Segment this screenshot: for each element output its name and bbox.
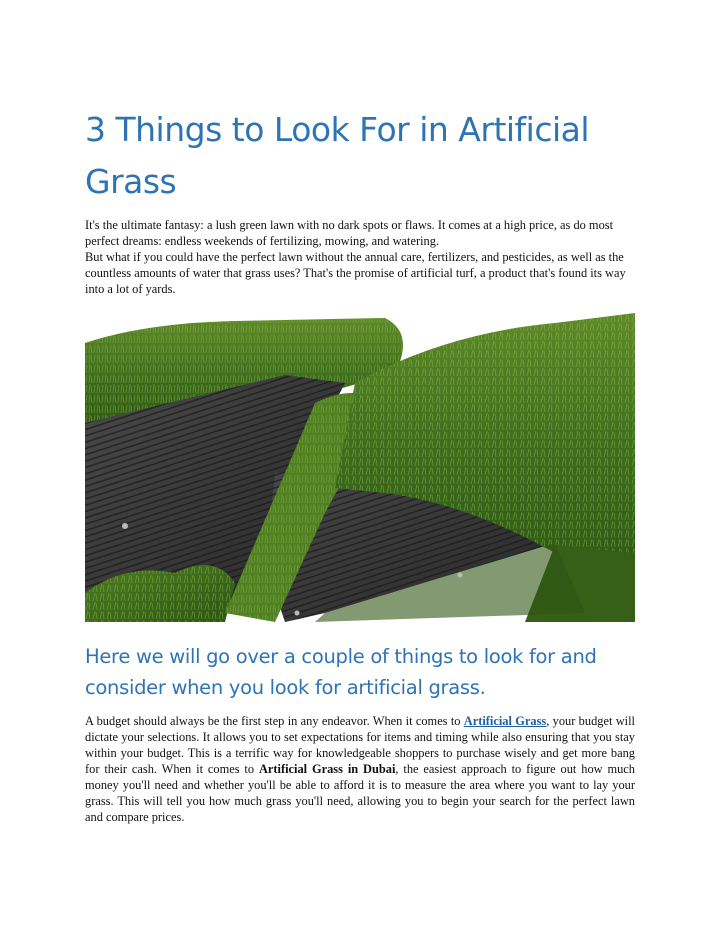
artificial-grass-photo [85, 313, 635, 622]
page-title: 3 Things to Look For in Artificial Grass [85, 110, 590, 201]
body-text-part-1: A budget should always be the first step in any endeavor. When it comes to [85, 714, 464, 728]
intro-paragraph-1: It's the ultimate fantasy: a lush green lawn with no dark spots or flaws. It comes at a high price, as do most perfect dreams: endless weekends of fertilizing, mowing, and watering. [85, 218, 614, 248]
intro-paragraph-2: But what if you could have the perfect lawn without the annual care, fertilizers, and pesticides, as well as the countless amounts of water that grass uses? That's the promise of artificial turf, a product that's found its way into a lot of yards. [85, 250, 626, 296]
intro-text [85, 217, 637, 297]
bold-keyword: Artificial Grass in Dubai [258, 762, 396, 776]
artificial-grass-link[interactable]: Artificial Grass [463, 714, 547, 728]
body-text-part-2: , your budget will dictate your selections. It allows you to set expectations for items and timing while also ensuring that you stay within your budget. This is a terrific way for knowledgeable shoppers to purchase wisely and get more bang for their cash. When it comes to [85, 714, 635, 776]
body-text-part-3: , the easiest approach to figure out how much money you'll need and whether you'll be able to afford it is to measure the area where you want to lay your grass. This will tell you how much grass you'll need, allowing you to begin your search for the perfect lawn and compare prices. [85, 762, 635, 824]
section-subheading: Here we will go over a couple of things to look for and consider when you look for artificial grass. [85, 645, 597, 699]
body-paragraph [85, 713, 635, 825]
grass-samples-illustration [85, 313, 635, 622]
